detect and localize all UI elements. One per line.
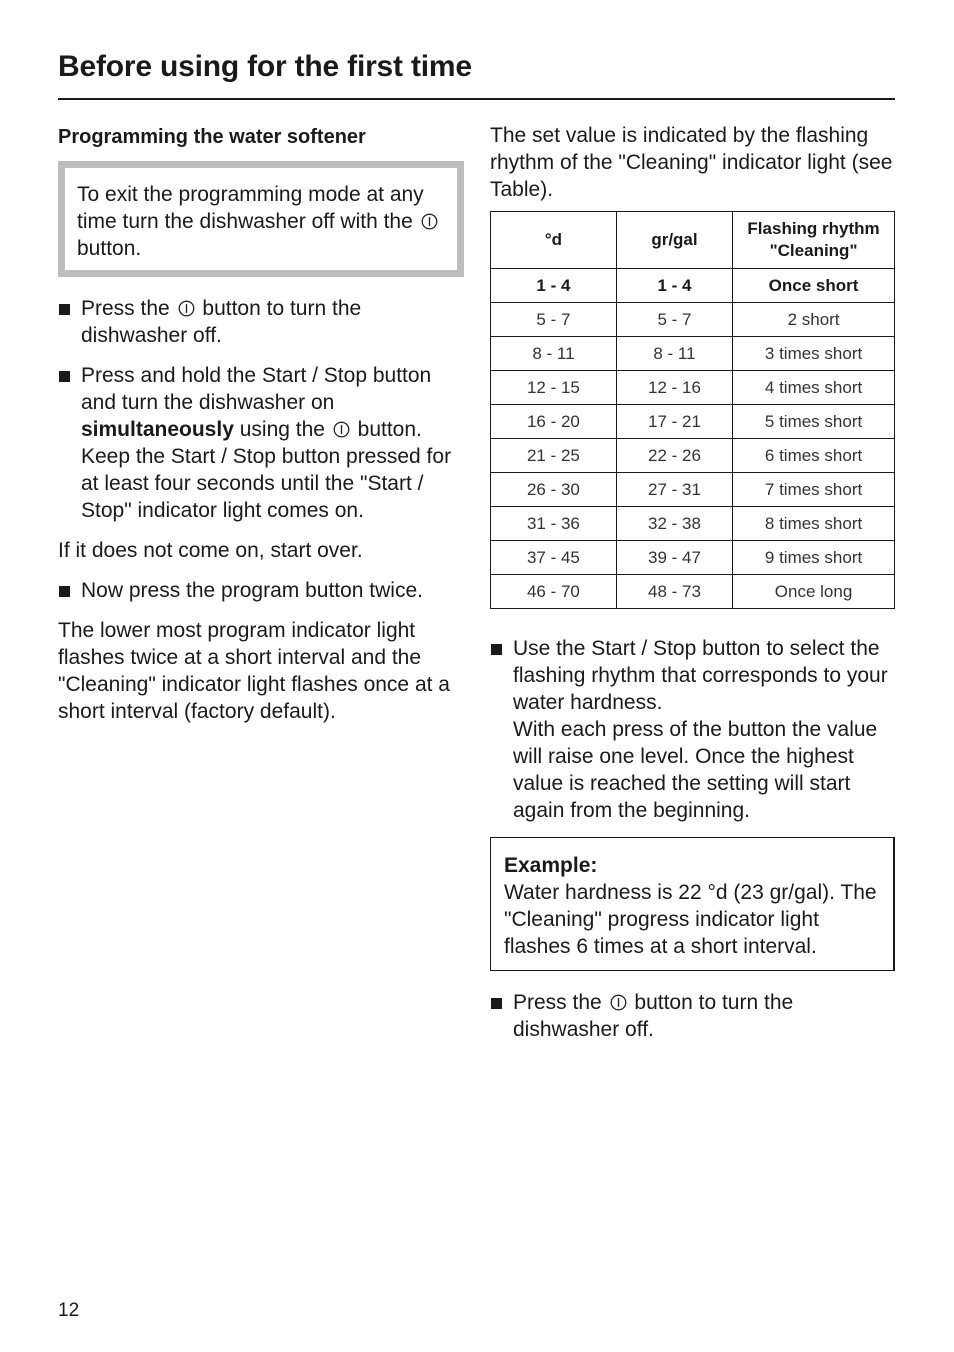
title-rule — [58, 98, 895, 100]
left-column — [58, 122, 464, 725]
bullet-square-icon — [491, 644, 502, 655]
cell-flashing-rhythm: Once short — [733, 269, 895, 303]
retry-text: If it does not come on, start over. — [58, 539, 363, 562]
cell-grains: 48 - 73 — [616, 575, 732, 609]
cell-degrees: 31 - 36 — [491, 507, 617, 541]
right-column — [490, 122, 895, 1056]
cell-grains: 5 - 7 — [616, 303, 732, 337]
cell-flashing-rhythm: 8 times short — [733, 507, 895, 541]
table-header-row — [491, 212, 895, 269]
cell-flashing-rhythm: 7 times short — [733, 473, 895, 507]
bullet-square-icon — [491, 998, 502, 1009]
step-text-middle: using the — [233, 418, 325, 441]
table-body — [491, 269, 895, 609]
note-text — [77, 181, 445, 262]
table-row — [491, 439, 895, 473]
step-program-button — [58, 577, 464, 604]
step-text-end: button. — [351, 418, 422, 441]
step-text: Use the Start / Stop button to select the flashing rhythm that corresponds to your water hardness. — [513, 637, 888, 714]
cell-degrees: 37 - 45 — [491, 541, 617, 575]
cell-degrees: 5 - 7 — [491, 303, 617, 337]
emphasis-text: simultaneously — [81, 418, 234, 441]
cell-grains: 22 - 26 — [616, 439, 732, 473]
table-row — [491, 473, 895, 507]
cell-flashing-rhythm: 5 times short — [733, 405, 895, 439]
step-text-end: button to turn the dishwasher off. — [81, 297, 362, 347]
page-title: Before using for the first time — [58, 50, 472, 83]
cell-grains: 27 - 31 — [616, 473, 732, 507]
table-row — [491, 337, 895, 371]
step-text-start: Press the — [81, 297, 170, 320]
power-button-icon — [610, 994, 627, 1011]
header-flashing-rhythm-text: Flashing rhythm "Cleaning" — [747, 219, 880, 260]
step-text-detail: With each press of the button the value will raise one level. Once the highest value is reached the setting will start again from the beginning. — [513, 718, 878, 822]
step-text-start: Press the — [513, 991, 602, 1014]
cell-flashing-rhythm: 6 times short — [733, 439, 895, 473]
cell-grains: 1 - 4 — [616, 269, 732, 303]
step-text-end: button to turn the dishwasher off. — [513, 991, 794, 1041]
step-turn-off-final — [490, 989, 895, 1043]
step-turn-off — [58, 295, 464, 349]
section-heading: Programming the water softener — [58, 126, 366, 148]
cell-degrees: 46 - 70 — [491, 575, 617, 609]
header-grains: gr/gal — [616, 212, 732, 269]
step-text-detail: Keep the Start / Stop button pressed for at least four seconds until the "Start / Stop" indicator light comes on. — [81, 445, 452, 522]
bullet-square-icon — [59, 371, 70, 382]
bullet-square-icon — [59, 586, 70, 597]
power-button-icon — [333, 421, 350, 438]
table-row — [491, 541, 895, 575]
cell-degrees: 21 - 25 — [491, 439, 617, 473]
cell-grains: 17 - 21 — [616, 405, 732, 439]
cell-degrees: 16 - 20 — [491, 405, 617, 439]
cell-grains: 12 - 16 — [616, 371, 732, 405]
note-box — [58, 161, 464, 277]
table-row — [491, 269, 895, 303]
example-label: Example: — [504, 854, 598, 877]
cell-degrees: 1 - 4 — [491, 269, 617, 303]
step-press-hold — [58, 362, 464, 524]
note-text-end: button. — [77, 237, 142, 260]
hardness-table — [490, 211, 895, 609]
cell-flashing-rhythm: 3 times short — [733, 337, 895, 371]
example-body: Water hardness is 22 °d (23 gr/gal). The "Cleaning" progress indicator light flashes 6 times at a short interval. — [504, 881, 877, 958]
example-text — [504, 852, 880, 960]
cell-degrees: 12 - 15 — [491, 371, 617, 405]
table-row — [491, 507, 895, 541]
power-button-icon — [421, 213, 438, 230]
cell-degrees: 8 - 11 — [491, 337, 617, 371]
step-text-start: Press and hold the Start / Stop button and turn the dishwasher on — [81, 364, 432, 414]
cell-grains: 39 - 47 — [616, 541, 732, 575]
cell-flashing-rhythm: 4 times short — [733, 371, 895, 405]
header-flashing-rhythm — [733, 212, 895, 269]
table-row — [491, 303, 895, 337]
result-text: The lower most program indicator light flashes twice at a short interval and the "Cleaning" indicator light flashes once at a short interval (factory default). — [58, 619, 450, 723]
cell-grains: 32 - 38 — [616, 507, 732, 541]
cell-flashing-rhythm: Once long — [733, 575, 895, 609]
cell-degrees: 26 - 30 — [491, 473, 617, 507]
page-number: 12 — [58, 1300, 80, 1321]
step-text: Now press the program button twice. — [81, 579, 423, 602]
cell-flashing-rhythm: 2 short — [733, 303, 895, 337]
table-row — [491, 371, 895, 405]
power-button-icon — [178, 300, 195, 317]
bullet-square-icon — [59, 304, 70, 315]
note-text-start: To exit the programming mode at any time turn the dishwasher off with the — [77, 183, 424, 233]
cell-flashing-rhythm: 9 times short — [733, 541, 895, 575]
intro-text: The set value is indicated by the flashing rhythm of the "Cleaning" indicator light (see Table). — [490, 124, 893, 201]
table-row — [491, 575, 895, 609]
step-select-rhythm — [490, 635, 895, 824]
cell-grains: 8 - 11 — [616, 337, 732, 371]
table-row — [491, 405, 895, 439]
example-box — [490, 837, 895, 971]
header-degrees: °d — [491, 212, 617, 269]
